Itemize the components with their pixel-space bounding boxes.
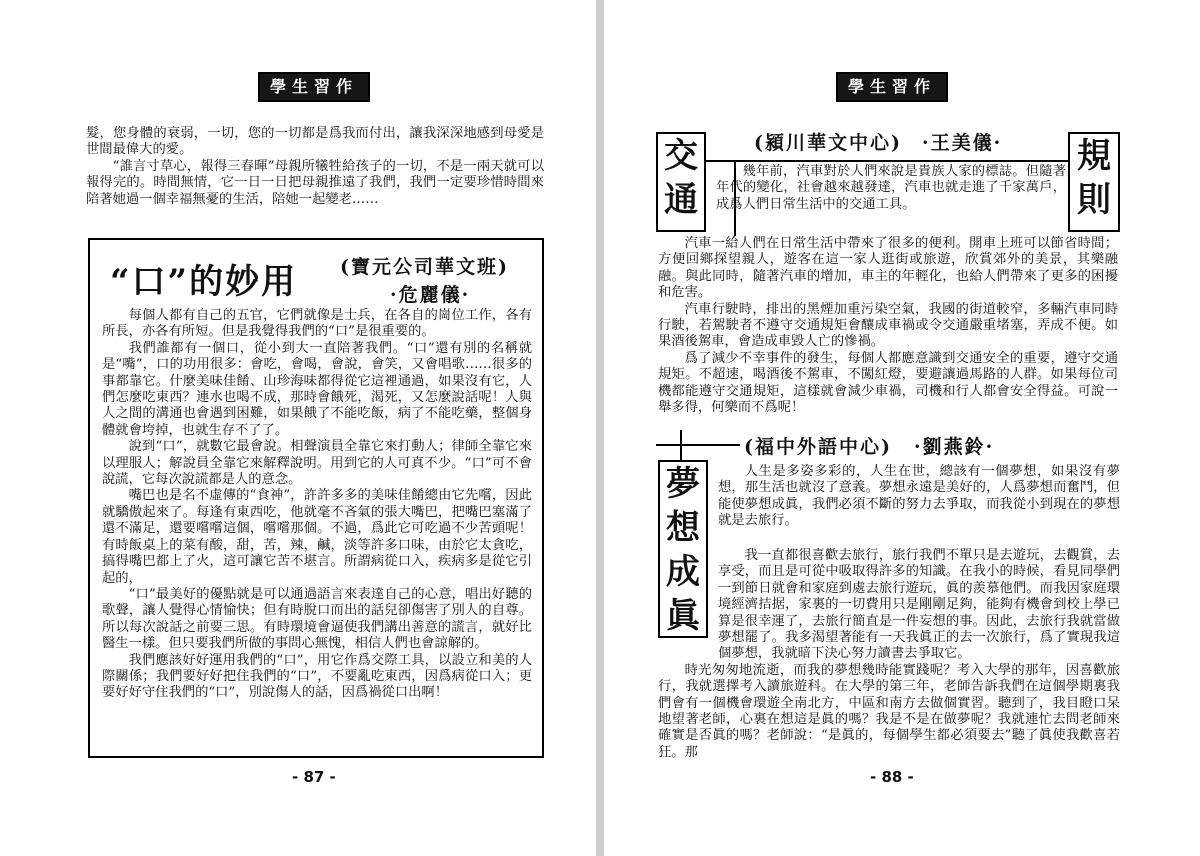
intro-paragraph: 髮，您身體的衰弱，一切，您的一切都是爲我而付出，讓我深深地感到母愛是世間最偉大的愛。	[86, 126, 544, 158]
divider-line	[656, 444, 740, 446]
divider-line	[706, 160, 1068, 162]
article2-school: (福中外語中心)	[744, 436, 892, 458]
article-paragraph: 嘴巴也是名不虛傳的“食神”，許許多多的美味佳餚總由它先嚐，因此就驕傲起來了。每逢有東西吃，他就毫不吝氣的張大嘴巴，把嘴巴塞滿了還不滿足，還要嚐嚐這個，嚐嚐那個。不過，爲此它可吃過不少苦頭呢！有時飯桌上的菜有酸，甜，苦，辣，鹹，淡等許多口味，由於它太貪吃，搞得嘴巴都上了火，這可讓它苦不堪言。所謂病從口入，疾病多是從它引起的，	[102, 488, 532, 586]
badge-char: 想	[666, 508, 700, 548]
article-author: ·危麗儀·	[390, 284, 471, 306]
article1-school: (潁川華文中心)	[754, 132, 902, 154]
traffic-badge	[656, 132, 706, 232]
badge-char: 通	[664, 180, 698, 220]
badge-char: 夢	[666, 464, 700, 504]
badge-char: 規	[1077, 136, 1111, 176]
left-page	[0, 0, 596, 856]
article2-body-side	[718, 464, 1120, 530]
book-spine	[596, 0, 604, 856]
article2-paragraph: 人生是多姿多彩的，人生在世，總該有一個夢想，如果沒有夢想，那生活也就沒了意義。夢想永遠是美好的，人爲夢想而奮鬥，但能使夢想成眞，我們必須不斷的努力去爭取，而我從小到現在的夢想就是去旅行。	[718, 464, 1120, 529]
intro-text	[86, 126, 544, 208]
article-paragraph: 說到“口”，就數它最會說。相聲演員全靠它來打動人；律師全靠它來以理服人；解說員全靠它來解釋說明。用到它的人可真不少。“口”可不會說謊，它每次說謊都是人的意念。	[102, 439, 532, 488]
badge-char: 則	[1077, 180, 1111, 220]
page-number: - 87 -	[292, 768, 336, 786]
article2-author: ·劉燕鈴·	[914, 436, 995, 458]
article1-paragraph: 汽車行駛時，排出的黑煙加重污染空氣，我國的街道較窄，多輛汽車同時行駛，若駕駛者不遵守交通規矩會釀成車禍或令交通嚴重堵塞，弄成不便。如果酒後駕車，會造成車毀人亡的慘禍。	[658, 301, 1118, 350]
article2-paragraph: 時光匆匆地流逝，而我的夢想幾時能實踐呢？考入大學的那年，因喜歡旅行，我就選擇考入讀旅遊科。在大學的第三年，老師告訴我們在這個學期裏我們會有一個機會環遊全南北方，中區和南方去做個實習。聽到了，我目瞪口呆地望著老師，心裏在想這是眞的嗎？我是不是在做夢呢？我就連忙去問老師來確實是否眞的嗎？老師說：“是眞的，每個學生都必須要去”聽了眞使我歡喜若狂。那	[658, 662, 1120, 760]
page-header-label: 學生習作	[258, 72, 370, 102]
article1-author: ·王美儀·	[922, 132, 1003, 154]
article-body	[102, 308, 532, 702]
page-header-label: 學生習作	[836, 72, 948, 102]
article2-paragraph: 我一直都很喜歡去旅行，旅行我們不單只是去遊玩，去觀賞，去享受，而且是可從中吸取得許多的知識。在我小的時候，看見同學們一到節日就會和家庭到處去旅行遊玩，眞的羨慕他們。而我因家庭環境經濟拮据，家裏的一切費用只是剛剛足夠，能夠有機會到校上學已算是很幸運了，去旅行簡直是一件妄想的事。因此，去旅行我就當做夢想罷了。我多渴望著能有一天我眞正的去一次旅行，爲了實現我這個夢想，我就暗下決心努力讀書去爭取它。	[718, 548, 1120, 662]
page-number: - 88 -	[870, 768, 914, 786]
article1-body	[658, 236, 1118, 416]
article-school: (寶元公司華文班)	[340, 256, 509, 278]
article1-paragraph: 幾年前，汽車對於人們來說是貴族人家的標誌。但隨著年代的變化，社會越來越發達，汽車也就走進了千家萬戶，成爲人們日常生活中的交通工具。	[716, 164, 1066, 212]
article1-paragraph: 爲了減少不幸事件的發生，每個人都應意識到交通安全的重要，遵守交通規矩。不超速，喝酒後不駕車，不闖紅燈，要避讓過馬路的人群。如果每位司機都能遵守交通規矩，這樣就會減少車禍，司機和行人都會安全得益。可說一舉多得，何樂而不爲呢！	[658, 350, 1118, 416]
rules-badge	[1068, 132, 1120, 232]
article2-body	[658, 548, 1120, 761]
article1-paragraph: 汽車一給人們在日常生活中帶來了很多的便利。開車上班可以節省時間；方便回鄉探望親人，遊客在這一家人逛街或旅遊，欣賞郊外的美景，其樂融融。與此同時，隨著汽車的增加，車主的年輕化，也給人們帶來了更多的困擾和危害。	[658, 236, 1118, 301]
article1-intro	[716, 164, 1066, 213]
badge-char: 成	[666, 552, 700, 592]
badge-char: 眞	[666, 596, 700, 636]
article-title: “口”的妙用	[110, 262, 298, 302]
divider-line	[680, 430, 682, 460]
article-paragraph: 我們誰都有一個口，從小到大一直陪著我們。“口”還有別的名稱就是“嘴”，口的功用很多：會吃，會喝，會說，會笑，又會唱歌……很多的事都靠它。什麼美味佳餚、山珍海味都得從它這裡通過，如果沒有它，人們怎麼吃東西？連水也喝不成，那時會餓死，渴死，又怎麼說話呢！人與人之間的溝通也會遇到困難，如果餓了不能吃飯，病了不能吃藥，整個身體就會垮掉，也就生存不了了。	[102, 340, 532, 438]
article-box	[88, 238, 544, 758]
right-page	[604, 0, 1200, 856]
article-paragraph: 每個人都有自己的五官，它們就像是士兵，在各自的崗位工作，各有所長，亦各有所短。但是我覺得我們的“口”是很重要的。	[102, 308, 532, 340]
badge-char: 交	[664, 136, 698, 176]
article-paragraph: 我們應該好好運用我們的“口”，用它作爲交際工具，以設立和美的人際關係；我們要好好把住我們的“口”，不要亂吃東西，因爲病從口入；更要好好守住我們的“口”，別說傷人的話，因爲禍從口出啊！	[102, 652, 532, 701]
article-paragraph: “口”最美好的優點就是可以通過語言來表達自己的心意，唱出好聽的歌聲，讓人覺得心情愉快；但有時脫口而出的話兒卻傷害了別人的自尊。所以每次說話之前要三思。有時環境會逼使我們講出善意的謊言，就好比醫生一樣。但只要我們所做的事問心無愧，相信人們也會諒解的。	[102, 586, 532, 652]
intro-paragraph: “誰言寸草心，報得三春暉”母親所犧牲給孩子的一切，不是一兩天就可以報得完的。時間無情，它一日一日把母親推遠了我們，我們一定要珍惜時間來陪著她過一個幸福無憂的生活，陪她一起變老……	[86, 158, 544, 207]
